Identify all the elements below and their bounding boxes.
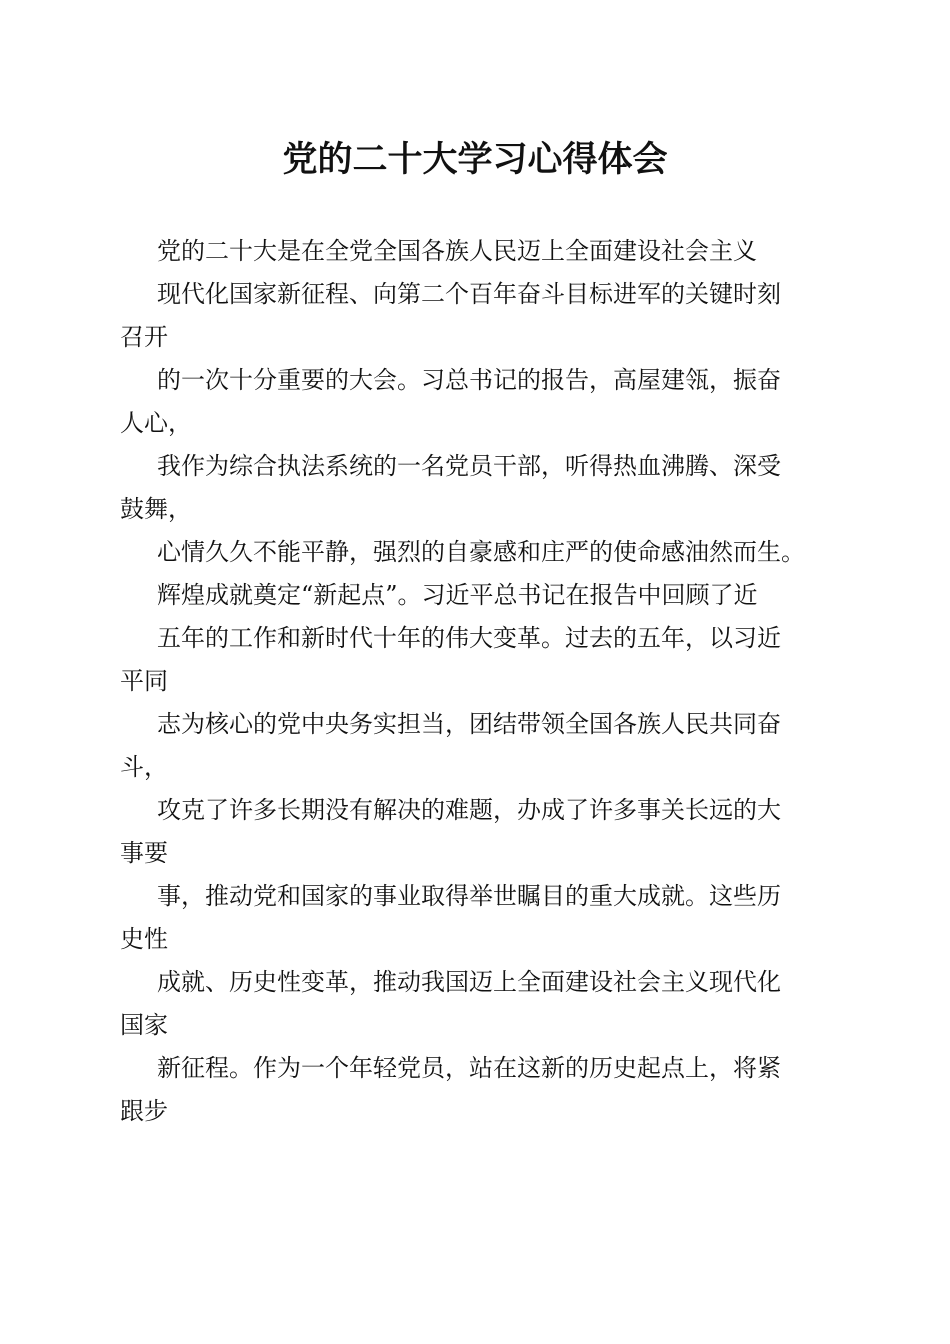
body-line: 五年的工作和新时代十年的伟大变革。过去的五年，以习近 xyxy=(157,624,781,652)
body-line: 党的二十大是在全党全国各族人民迈上全面建设社会主义 xyxy=(157,237,757,265)
body-line: 召开 xyxy=(120,323,168,351)
body-line: 史性 xyxy=(120,925,168,953)
body-line: 的一次十分重要的大会。习总书记的报告，高屋建瓴，振奋 xyxy=(157,366,781,394)
body-line: 成就、历史性变革，推动我国迈上全面建设社会主义现代化 xyxy=(157,968,781,996)
body-line: 辉煌成就奠定“新起点”。习近平总书记在报告中回顾了近 xyxy=(157,581,758,609)
document-body xyxy=(120,230,840,1133)
body-line: 志为核心的党中央务实担当，团结带领全国各族人民共同奋 xyxy=(157,710,781,738)
body-line: 心情久久不能平静，强烈的自豪感和庄严的使命感油然而生。 xyxy=(157,538,805,566)
body-line: 斗， xyxy=(120,753,168,781)
body-line: 我作为综合执法系统的一名党员干部，听得热血沸腾、深受 xyxy=(157,452,781,480)
body-line: 新征程。作为一个年轻党员，站在这新的历史起点上，将紧 xyxy=(157,1054,781,1082)
document-title: 党的二十大学习心得体会 xyxy=(282,139,668,180)
body-line: 现代化国家新征程、向第二个百年奋斗目标进军的关键时刻 xyxy=(157,280,781,308)
body-line: 鼓舞， xyxy=(120,495,192,523)
body-line: 事，推动党和国家的事业取得举世瞩目的重大成就。这些历 xyxy=(157,882,781,910)
body-line: 平同 xyxy=(120,667,168,695)
body-line: 攻克了许多长期没有解决的难题，办成了许多事关长远的大 xyxy=(157,796,781,824)
body-line: 国家 xyxy=(120,1011,168,1039)
body-line: 跟步 xyxy=(120,1097,168,1125)
body-line: 事要 xyxy=(120,839,168,867)
body-line: 人心， xyxy=(120,409,192,437)
